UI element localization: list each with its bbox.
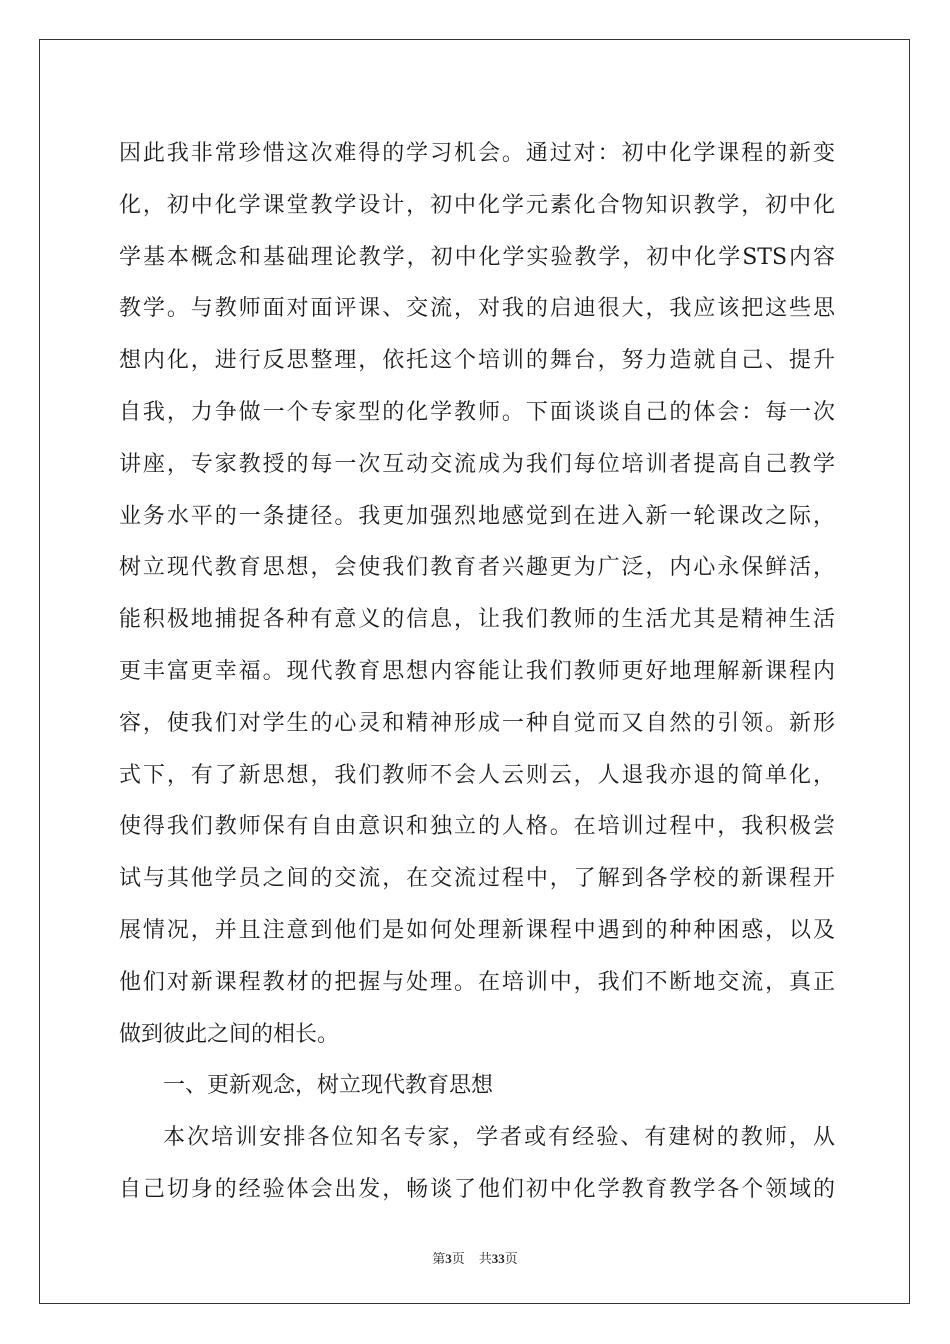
body-line: 式下，有了新思想，我们教师不会人云则云，人退我亦退的简单化， bbox=[119, 762, 835, 788]
body-line: 讲座，专家教授的每一次互动交流成为我们每位培训者提高自己教学 bbox=[119, 451, 835, 477]
body-line: 教学。与教师面对面评课、交流，对我的启迪很大，我应该把这些思 bbox=[119, 296, 835, 322]
section-heading: 一、更新观念，树立现代教育思想 bbox=[163, 1073, 494, 1099]
body-line: 试与其他学员之间的交流，在交流过程中，了解到各学校的新课程开 bbox=[119, 866, 835, 892]
page-suffix: 页 bbox=[451, 1252, 465, 1267]
body-line: 树立现代教育思想，会使我们教育者兴趣更为广泛，内心永保鲜活， bbox=[119, 555, 835, 581]
body-line: 业务水平的一条捷径。我更加强烈地感觉到在进入新一轮课改之际， bbox=[119, 503, 835, 529]
body-line: 他们对新课程教材的把握与处理。在培训中，我们不断地交流，真正 bbox=[119, 969, 835, 995]
body-line: 展情况，并且注意到他们是如何处理新课程中遇到的种种困惑，以及 bbox=[119, 917, 835, 943]
page-prefix: 第 bbox=[432, 1252, 446, 1267]
page-footer bbox=[0, 1248, 950, 1267]
body-line: 因此我非常珍惜这次难得的学习机会。通过对：初中化学课程的新变 bbox=[119, 141, 835, 166]
body-line: 容，使我们对学生的心灵和精神形成一种自觉而又自然的引领。新形 bbox=[119, 710, 835, 736]
total-prefix: 共 bbox=[478, 1252, 492, 1267]
body-line: 学基本概念和基础理论教学，初中化学实验教学，初中化学STS内容 bbox=[119, 244, 835, 270]
body-line: 自己切身的经验体会出发，畅谈了他们初中化学教育教学各个领域的 bbox=[119, 1176, 835, 1202]
document-body bbox=[119, 128, 835, 1216]
body-line: 想内化，进行反思整理，依托这个培训的舞台，努力造就自己、提升 bbox=[119, 348, 835, 374]
total-pages: 33 bbox=[491, 1251, 505, 1266]
body-line: 本次培训安排各位知名专家，学者或有经验、有建树的教师，从 bbox=[163, 1125, 835, 1151]
body-line: 更丰富更幸福。现代教育思想内容能让我们教师更好地理解新课程内 bbox=[119, 658, 835, 684]
body-line: 使得我们教师保有自由意识和独立的人格。在培训过程中，我积极尝 bbox=[119, 814, 835, 840]
total-suffix: 页 bbox=[504, 1252, 518, 1267]
body-line: 能积极地捕捉各种有意义的信息，让我们教师的生活尤其是精神生活 bbox=[119, 607, 835, 633]
page-number: 3 bbox=[445, 1251, 452, 1266]
body-line: 化，初中化学课堂教学设计，初中化学元素化合物知识教学，初中化 bbox=[119, 192, 835, 218]
body-line: 自我，力争做一个专家型的化学教师。下面谈谈自己的体会：每一次 bbox=[119, 399, 835, 425]
body-line: 做到彼此之间的相长。 bbox=[119, 1021, 340, 1047]
